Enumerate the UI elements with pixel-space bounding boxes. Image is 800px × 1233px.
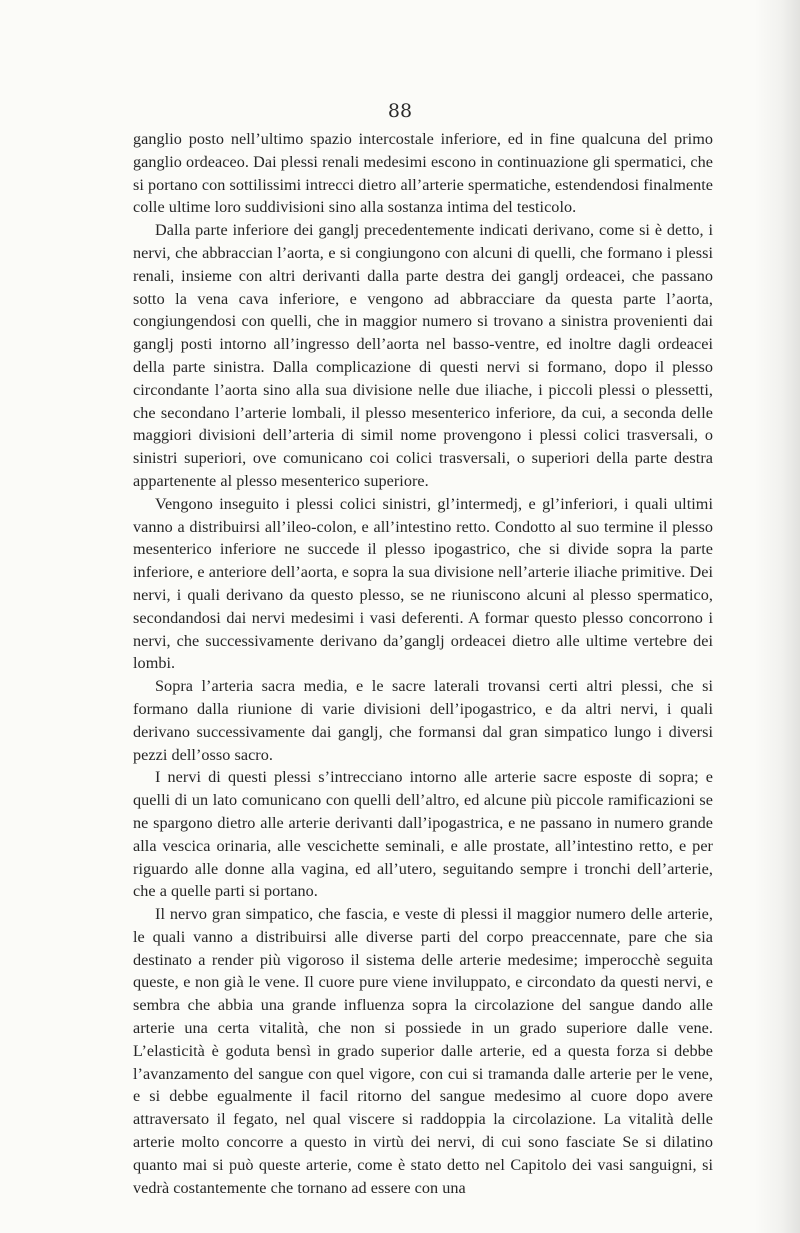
paragraph-5: I nervi di questi plessi s’intrecciano intorno alle arterie sacre esposte di sopra; e quelli di un lato comunicano con quelli dell’altro, ed alcune più piccole ramificazioni se ne spargono dietro alle arterie derivanti dall’ipogastrica, e ne passano in numero grande alla vescica orinaria, alle vescichette seminali, e alle prostate, all’intestino retto, e per riguardo alle donne alla vagina, ed all’utero, seguitando sempre i tronchi dell’arterie, che a quelle parti si portano.	[133, 768, 713, 901]
paragraph-1: ganglio posto nell’ultimo spazio intercostale inferiore, ed in fine qualcuna del primo ganglio ordeaceo. Dai plessi renali medesimi escono in continuazione gli spermatici, che si portano con sottilissimi intrecci dietro all’arterie spermatiche, estendendosi finalmente colle ultime loro suddivisioni sino alla sostanza intima del testicolo.	[133, 130, 713, 217]
page-number: 88	[387, 100, 413, 122]
paragraph-3: Vengono inseguito i plessi colici sinistri, gl’intermedj, e gl’inferiori, i quali ultimi vanno a distribuirsi all’ileo-colon, e all’intestino retto. Condotto al suo termine il plesso mesenterico inferiore ne succede il plesso ipogastrico, che si divide sopra la parte inferiore, e anteriore dell’aorta, e sopra la sua divisione nell’arterie iliache primitive. Dei nervi, i quali derivano da questo plesso, se ne riuniscono alcuni al plesso spermatico, secondandosi dai nervi medesimi i vasi deferenti. A formar questo plesso concorrono i nervi, che successivamente derivano da’ganglj ordeacei dietro alle ultime vertebre dei lombi.	[133, 494, 713, 673]
paragraph-4: Sopra l’arteria sacra media, e le sacre laterali trovansi certi altri plessi, che si formano dalla riunione di varie divisioni dell’ipogastrico, e da altri nervi, i quali derivano successivamente dai ganglj, che formansi dal gran simpatico lungo i diversi pezzi dell’osso sacro.	[133, 677, 713, 764]
body-text	[133, 128, 713, 1199]
paragraph-6: Il nervo gran simpatico, che fascia, e veste di plessi il maggior numero delle arterie, le quali vanno a distribuirsi alle diverse parti del corpo preaccennate, pare che sia destinato a render più vigoroso il sistema delle arterie medesime; imperocchè seguita queste, e non già le vene. Il cuore pure viene inviluppato, e circondato da questi nervi, e sembra che abbia una grande influenza sopra la circolazione del sangue dando alle arterie una certa vitalità, che non si possiede in un grado superiore dalle vene. L’elasticità è goduta bensì in grado superior dalle arterie, ed a questa forza si debbe l’avanzamento del sangue con quel vigore, con cui si tramanda dalle arterie per le vene, e si debbe egualmente il facil ritorno del sangue medesimo al cuore dopo avere attraversato il fegato, nel qual viscere si raddoppia la circolazione. La vitalità delle arterie molto concorre a questo in virtù dei nervi, di cui sono fasciate Se si dilatino quanto mai si può queste arterie, come è stato detto nel Capitolo dei vasi sanguigni, si vedrà costantemente che tornano ad essere con una	[133, 905, 713, 1197]
paragraph-2: Dalla parte inferiore dei ganglj precedentemente indicati derivano, come si è detto, i nervi, che abbraccian l’aorta, e si congiungono con alcuni di quelli, che formano i plessi renali, insieme con altri derivanti dalla parte destra dei ganglj ordeacei, che passano sotto la vena cava inferiore, e vengono ad abbracciare da questa parte l’aorta, congiungendosi con quelli, che in maggior numero si trovano a sinistra provenienti dai ganglj posti intorno all’ingresso dell’aorta nel basso-ventre, ed inoltre dagli ordeacei della parte sinistra. Dalla complicazione di questi nervi si formano, dopo il plesso circondante l’aorta sino alla sua divisione nelle due iliache, i piccoli plessi o plessetti, che secondano l’arterie lombali, il plesso mesenterico inferiore, da cui, a seconda delle maggiori divisioni dell’arteria di simil nome provengono i plessi colici trasversali, o sinistri superiori, ove comunicano coi colici trasversali, o superiori della parte destra appartenente al plesso mesenterico superiore.	[133, 221, 713, 490]
page-edge-shadow	[754, 0, 800, 1233]
